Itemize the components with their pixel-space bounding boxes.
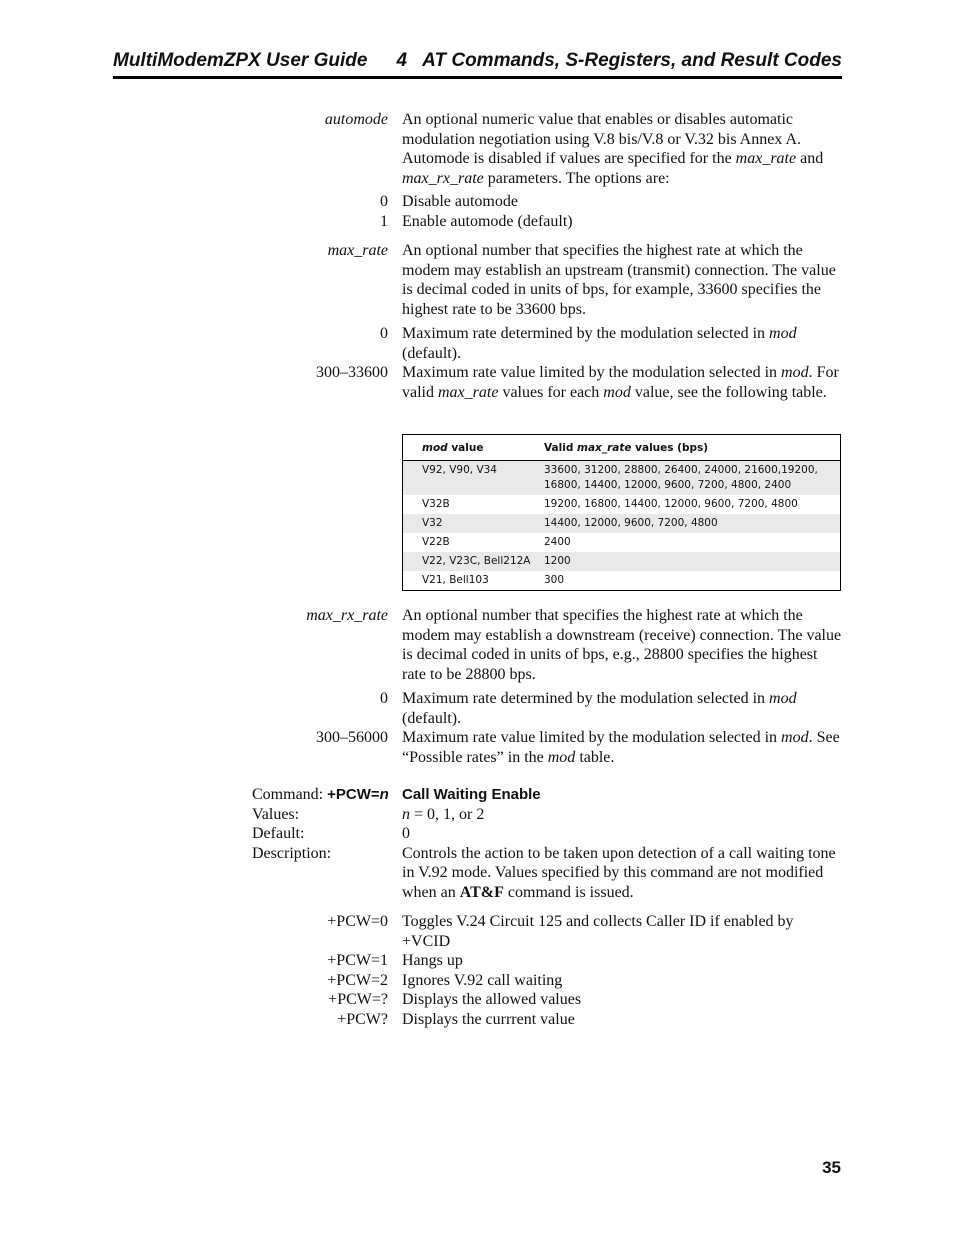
pcw-option: +PCW=1 Hangs up bbox=[327, 952, 463, 969]
automode-term: automode bbox=[324, 111, 388, 128]
table-row: V32B 19200, 16800, 14400, 12000, 9600, 7200, 4800 bbox=[422, 498, 798, 510]
values-text: n = 0, 1, or 2 bbox=[402, 805, 485, 823]
table-header-rates: Valid max_rate values (bps) bbox=[544, 435, 841, 461]
default-label: Default: bbox=[252, 825, 305, 842]
max-rate-term: max_rate bbox=[327, 242, 388, 259]
table-header-mod: mod value bbox=[403, 435, 545, 461]
max-rate-description: An optional number that specifies the highest rate at which the modem may establish an upstream (transmit) connection. The value is decimal coded in units of bps, for example, 33600 specifies the highest rate to be 33600 bps. bbox=[402, 242, 836, 318]
table-row: V21, Bell103 300 bbox=[422, 574, 565, 586]
values-label: Values: bbox=[252, 805, 300, 823]
max-rx-rate-option-default: 0 Maximum rate determined by the modulation selected in mod (default). bbox=[380, 690, 797, 727]
pcw-option: +PCW=0 Toggles V.24 Circuit 125 and collects Caller ID if enabled by +VCID bbox=[327, 913, 794, 950]
max-rx-rate-term: max_rx_rate bbox=[306, 607, 388, 624]
max-rx-rate-section bbox=[0, 606, 954, 767]
max-rate-option-default: 0 Maximum rate determined by the modulation selected in mod (default). bbox=[380, 325, 797, 362]
pcw-command-section bbox=[0, 785, 954, 1029]
command-description: Controls the action to be taken upon detection of a call waiting tone in V.92 mode. Values specified by this command are not modified when an AT&F command is issued. bbox=[402, 844, 836, 901]
max-rate-section bbox=[0, 241, 954, 402]
command-name: +PCW=n bbox=[327, 786, 389, 803]
description-label: Description: bbox=[252, 844, 332, 862]
max-rate-option-range: 300–33600 Maximum rate value limited by the modulation selected in mod. For valid max_rate values for each mod value, see the following table. bbox=[316, 364, 839, 401]
default-value: 0 bbox=[402, 825, 410, 842]
table-row: V32 14400, 12000, 9600, 7200, 4800 bbox=[403, 514, 841, 533]
automode-option: 1 Enable automode (default) bbox=[380, 212, 573, 230]
command-label-line: Command: +PCW=n bbox=[252, 786, 389, 803]
page-number: 35 bbox=[822, 1158, 841, 1177]
table-row: V92, V90, V34 33600, 31200, 28800, 26400, 24000, 21600,19200, 16800, 14400, 12000, 9600, 7200, 4800, 2400 bbox=[403, 461, 841, 496]
header-guide-title: MultiModemZPX User Guide bbox=[113, 50, 368, 71]
pcw-option: +PCW=? Displays the allowed values bbox=[328, 991, 582, 1008]
automode-description: An optional numeric value that enables or disables automatic modulation negotiation using V.8 bis/V.8 or V.32 bis Annex A. Automode is disabled if values are specified for the max_rate and max_rx_rate parameters. The options are: bbox=[402, 111, 824, 187]
command-title: Call Waiting Enable bbox=[402, 786, 541, 803]
pcw-option: +PCW? Displays the currrent value bbox=[337, 1010, 575, 1028]
automode-option: 0 Disable automode bbox=[380, 193, 518, 210]
max-rx-rate-option-range: 300–56000 Maximum rate value limited by the modulation selected in mod. See “Possible rates” in the mod table. bbox=[316, 729, 840, 766]
pcw-option: +PCW=2 Ignores V.92 call waiting bbox=[327, 971, 563, 989]
table-row: V22, V23C, Bell212A 1200 bbox=[403, 552, 841, 571]
table-row: V22B 2400 bbox=[422, 536, 571, 548]
valid-rates-table bbox=[402, 434, 841, 591]
max-rx-rate-description: An optional number that specifies the highest rate at which the modem may establish a downstream (receive) connection. The value is decimal coded in units of bps, e.g., 28800 specifies the highest rate to be 28800 bps. bbox=[402, 607, 842, 683]
page-header bbox=[113, 48, 842, 79]
header-chapter-title: 4 AT Commands, S-Registers, and Result Codes bbox=[396, 50, 842, 71]
automode-section bbox=[0, 110, 954, 231]
table-header-row bbox=[403, 435, 841, 461]
